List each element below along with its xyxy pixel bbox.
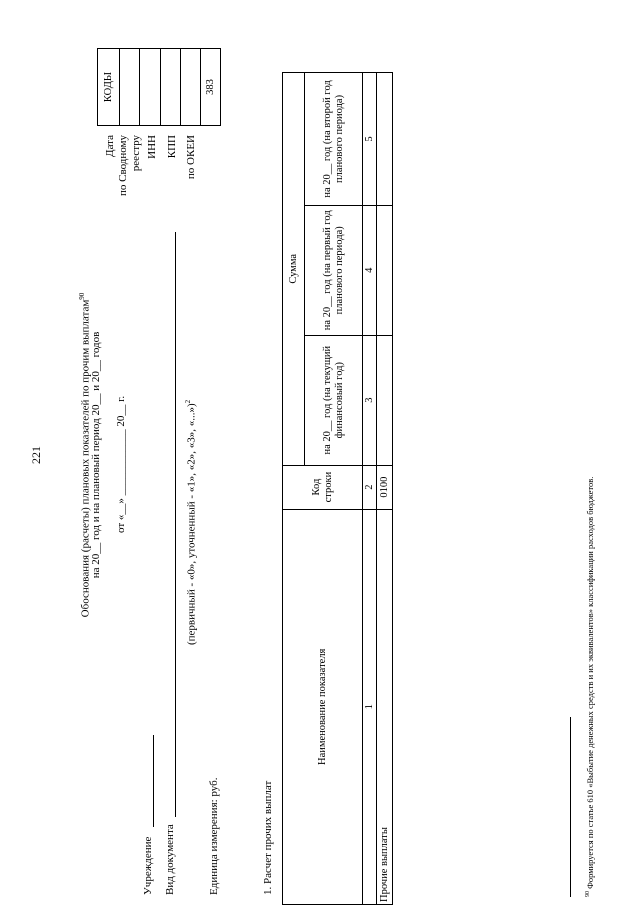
unit-label: Единица измерения: руб. [208, 777, 220, 895]
col-number-3: 3 [363, 335, 377, 465]
payments-table [282, 72, 393, 905]
col-number-2: 2 [363, 465, 377, 509]
header-col5: на 20__ год (на второй год планового периода) [305, 73, 363, 206]
doc-type-label: Вид документа [164, 824, 176, 895]
code-value-okei: 383 [201, 49, 221, 126]
footnote: $^{90}$ Формируется по статье 610 «Выбытие денежных средств и их эквивалентов» классификации расходов бюджетов. [584, 476, 595, 897]
document-title-line1: Обоснования (расчеты) плановых показателей по прочим выплатам$^{90}$ [78, 292, 92, 618]
section-title: 1. Расчет прочих выплат [262, 780, 274, 895]
footnote-separator [570, 717, 571, 897]
code-value-kpp[interactable] [181, 49, 201, 126]
header-col4: на 20__ год (на первый год планового периода) [305, 205, 363, 335]
col-number-1: 1 [363, 509, 377, 904]
row-value-4[interactable] [377, 205, 393, 335]
doc-type-hint: (первичный - «0», уточненный - «1», «2», «3», «...»)$^2$ [184, 399, 198, 645]
header-sum: Сумма [283, 73, 305, 466]
code-label-svodny-2: реестру [130, 135, 142, 172]
codes-header: КОДЫ [98, 49, 120, 126]
code-label-kpp: КПП [166, 135, 178, 159]
document-title-line2: на 20__ год и на плановый период 20__ и 20__ годов [90, 331, 102, 579]
institution-underline [153, 735, 154, 827]
code-label-inn: ИНН [146, 135, 158, 159]
date-line: от «__» ____________ 20__ г. [115, 395, 127, 533]
code-label-svodny-1: по Сводному [117, 135, 129, 197]
code-label-date: Дата [104, 135, 116, 157]
code-value-inn[interactable] [161, 49, 181, 126]
doc-type-underline [175, 232, 176, 817]
row-code: 0100 [377, 465, 393, 509]
row-value-3[interactable] [377, 335, 393, 465]
codes-table [97, 48, 221, 126]
header-col3: на 20__ год (на текущий финансовый год) [305, 335, 363, 465]
row-value-5[interactable] [377, 73, 393, 206]
col-number-4: 4 [363, 205, 377, 335]
header-name: Наименование показателя [283, 509, 363, 904]
row-name: Прочие выплаты [377, 509, 393, 904]
code-label-okei: по ОКЕИ [185, 135, 197, 180]
institution-label: Учреждение [142, 836, 154, 895]
code-value-svodny[interactable] [140, 49, 161, 126]
header-code: Код строки [283, 465, 363, 509]
page-number: 221 [29, 446, 43, 464]
code-value-date[interactable] [120, 49, 140, 126]
col-number-5: 5 [363, 73, 377, 206]
